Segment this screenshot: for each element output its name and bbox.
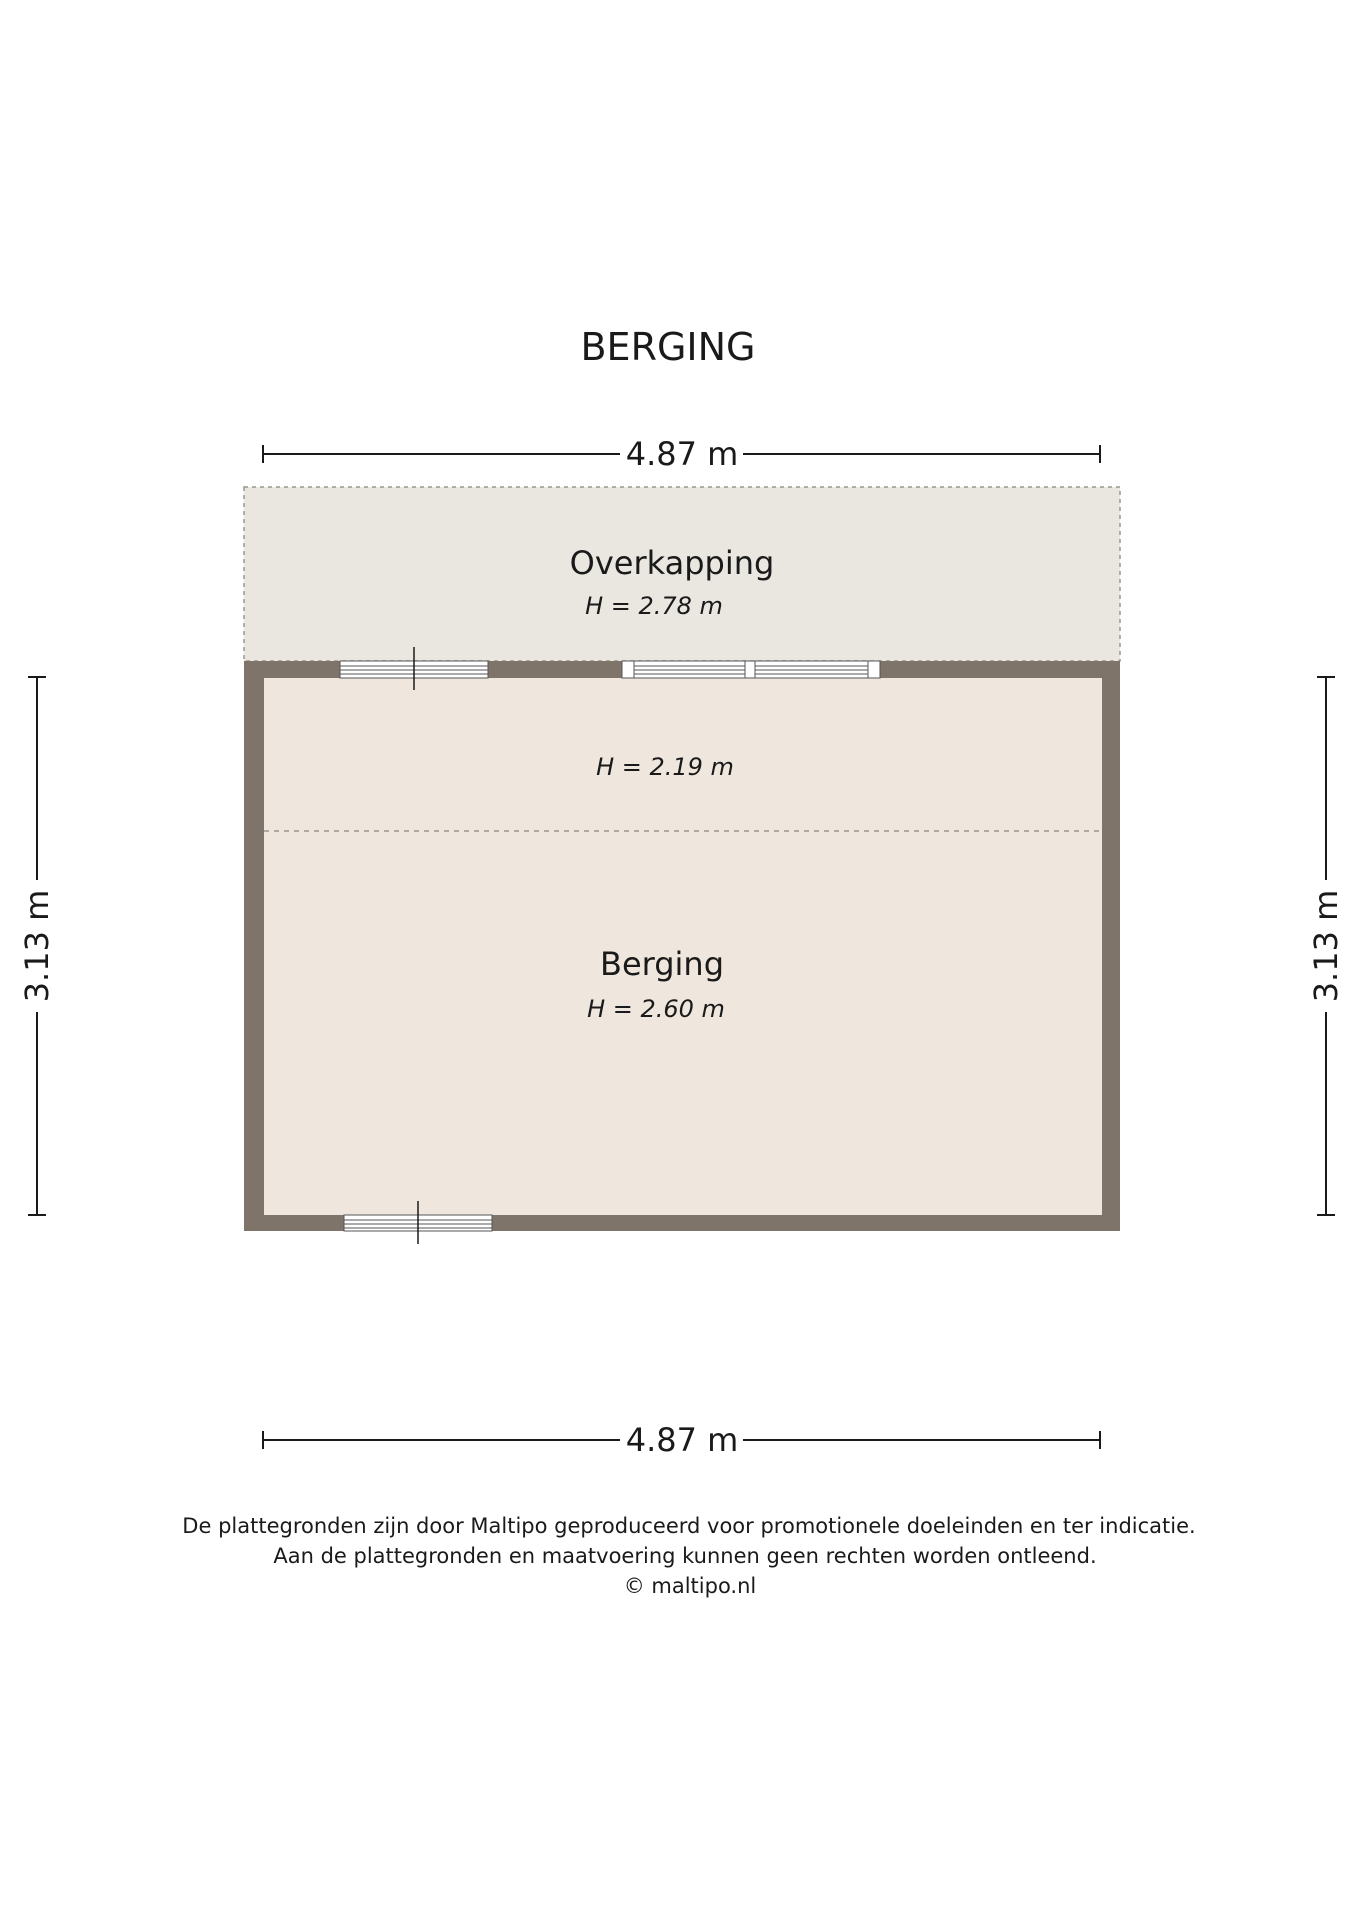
- disclaimer-line-2: Aan de plattegronden en maatvoering kunnen geen rechten worden ontleend.: [273, 1544, 1097, 1568]
- lowered-zone-height: H = 2.19 m: [596, 753, 734, 781]
- overkapping-name: Overkapping: [569, 544, 775, 582]
- window-top-right: [622, 661, 880, 678]
- berging-name: Berging: [599, 945, 725, 983]
- overkapping-height: H = 2.78 m: [585, 592, 723, 620]
- dimension-bottom-label: 4.87 m: [625, 1421, 739, 1459]
- plan-title: BERGING: [580, 325, 756, 369]
- disclaimer-line-1: De plattegronden zijn door Maltipo geproduceerd voor promotionele doeleinden en ter indicatie.: [182, 1514, 1196, 1538]
- dimension-left-label: 3.13 m: [18, 889, 56, 1003]
- berging-height: H = 2.60 m: [587, 995, 725, 1023]
- dimension-top-label: 4.87 m: [625, 435, 739, 473]
- dimension-right-label: 3.13 m: [1307, 889, 1345, 1003]
- disclaimer-line-3: © maltipo.nl: [623, 1574, 757, 1598]
